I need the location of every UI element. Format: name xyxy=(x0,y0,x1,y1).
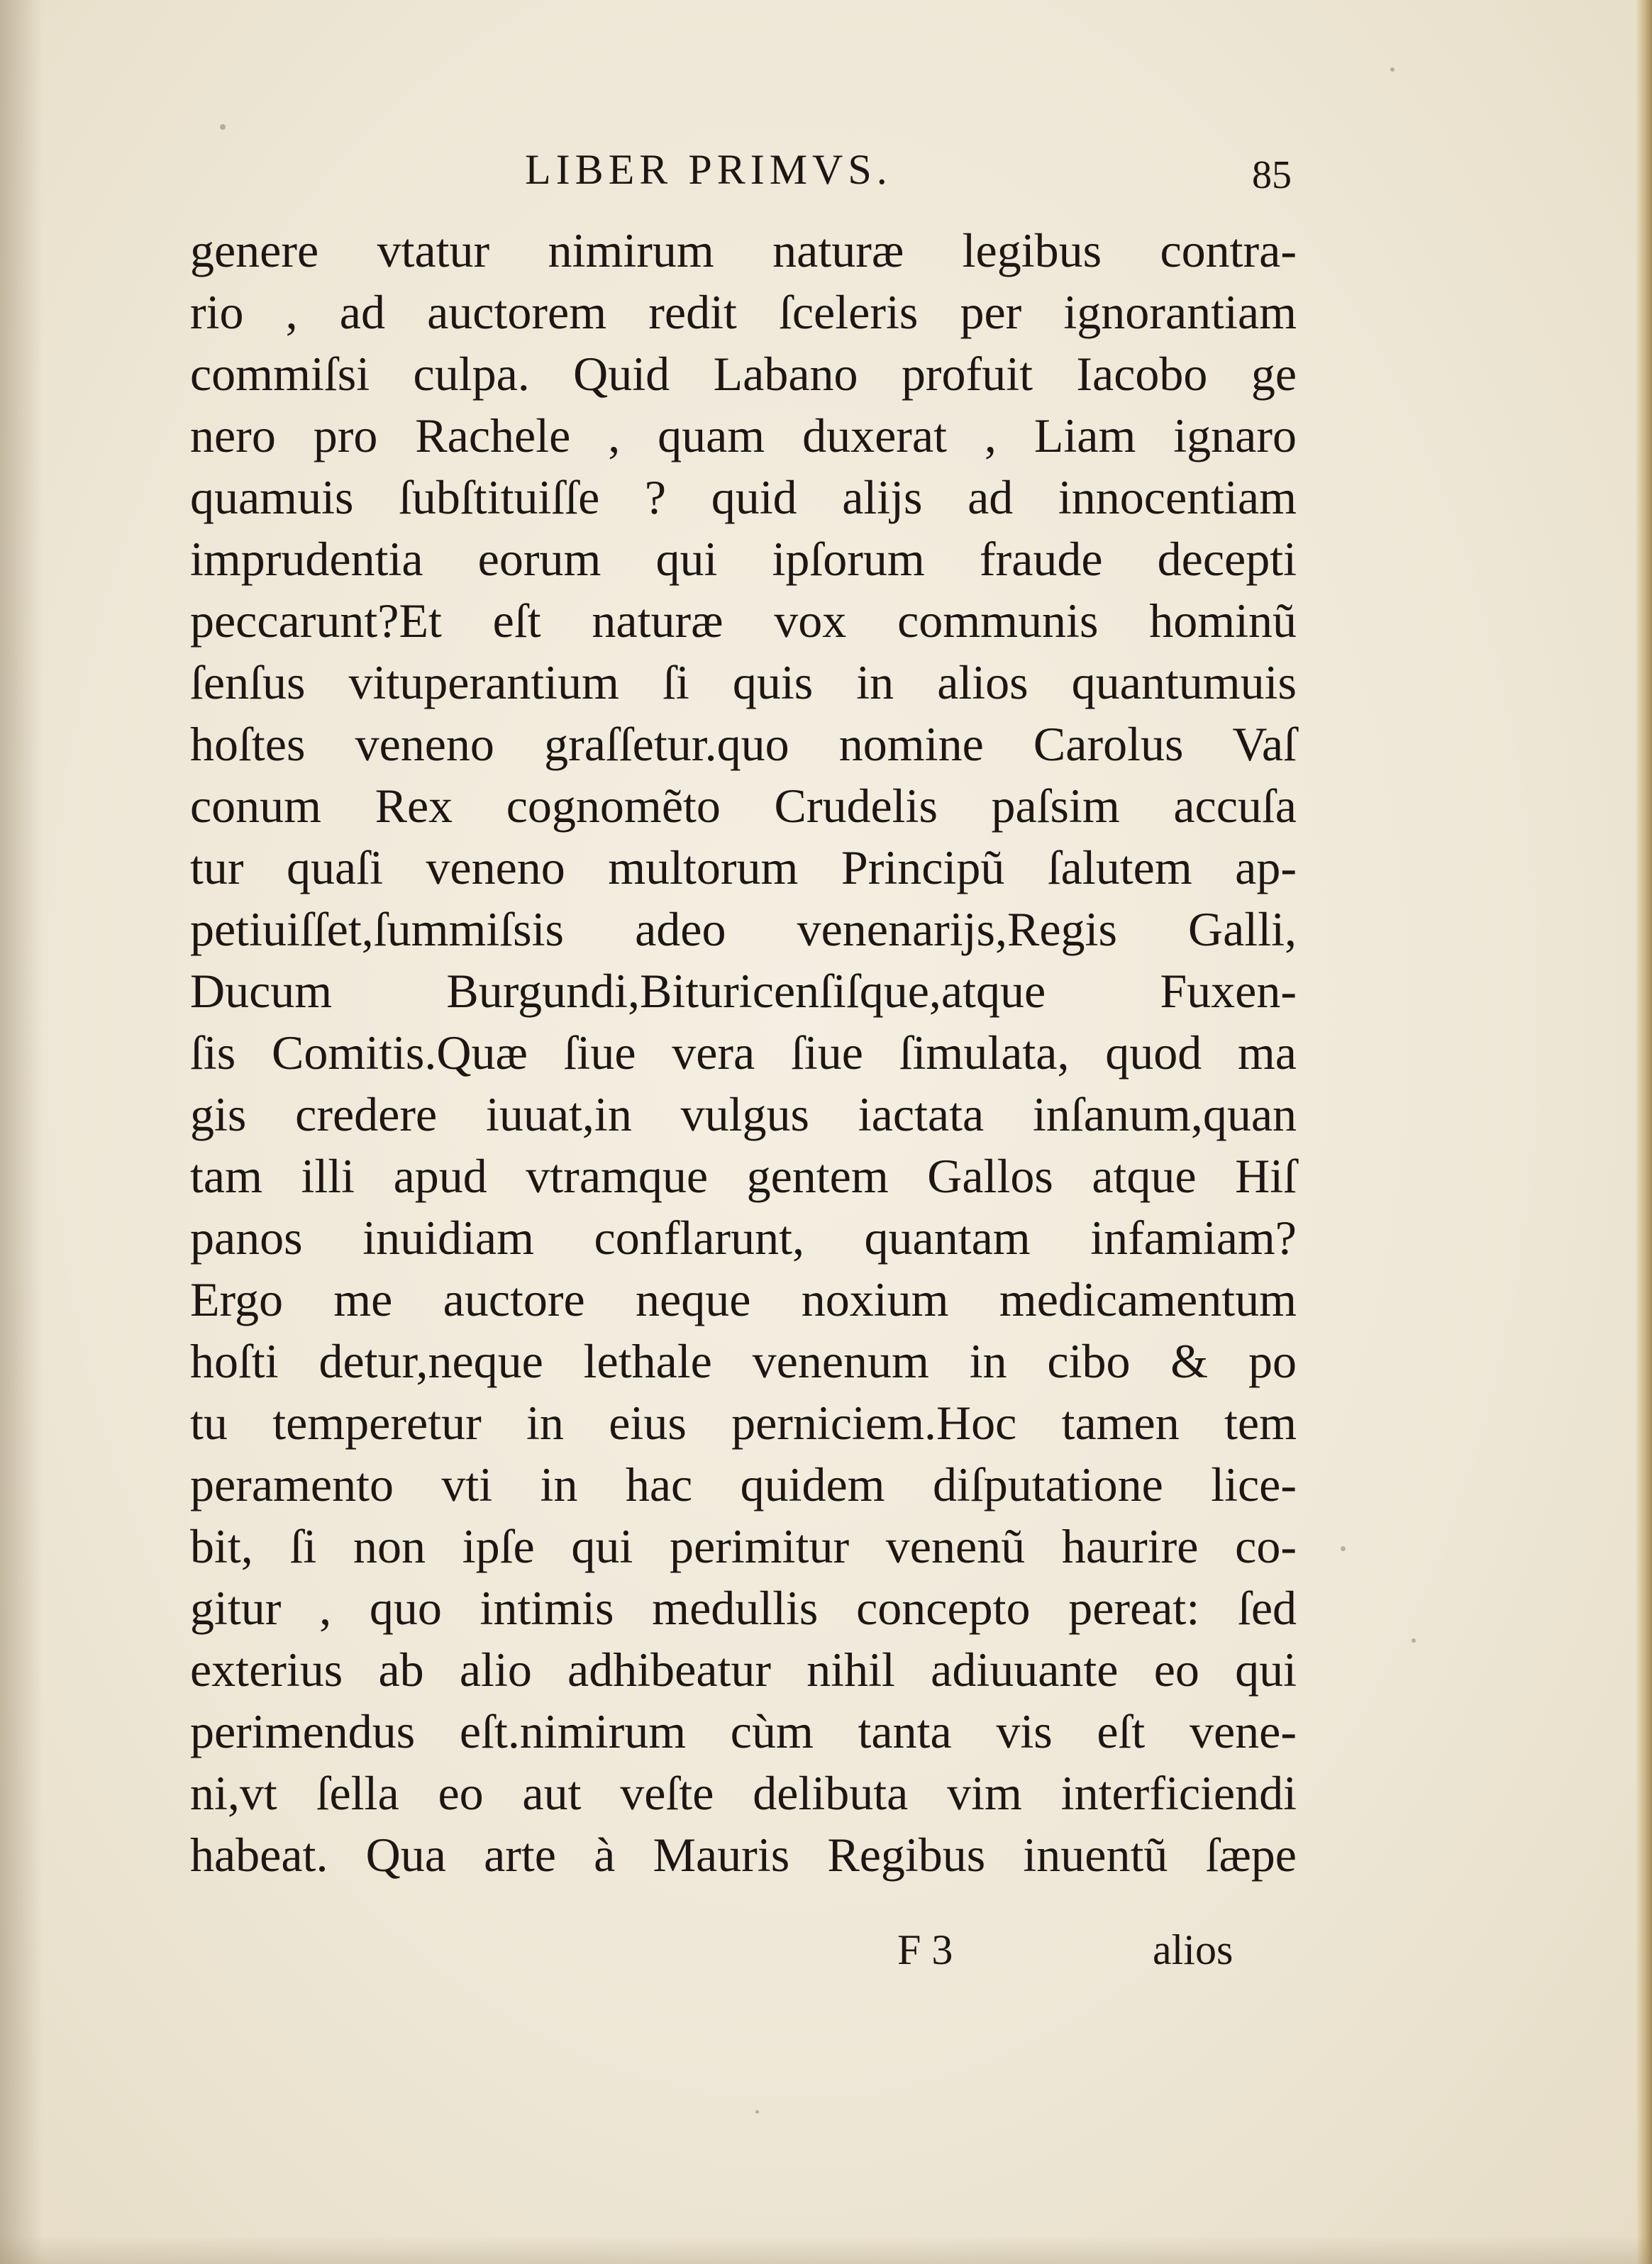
paper-speck xyxy=(1412,1638,1416,1643)
text-line: ni,vt ſella eo aut veſte delibuta vim interficiendi xyxy=(190,1766,1297,1820)
text-line: habeat. Qua arte à Mauris Regibus inuentũ ſæpe xyxy=(190,1828,1297,1882)
text-line: Ergo me auctore neque noxium medicamentum xyxy=(190,1272,1297,1326)
gutter-shadow xyxy=(0,0,43,2264)
bottom-shadow xyxy=(0,2236,1652,2264)
page-edge xyxy=(1636,0,1652,2264)
text-line: gis credere iuuat,in vulgus iactata inſanum,quan xyxy=(190,1087,1297,1141)
paper-speck xyxy=(1390,67,1395,72)
text-line: petiuiſſet,ſummiſsis adeo venenarijs,Regis Galli, xyxy=(190,902,1297,956)
text-line: hoſtes veneno graſſetur.quo nomine Carolus Vaſ xyxy=(190,717,1297,771)
catchword: alios xyxy=(1153,1926,1234,1973)
text-line: exterius ab alio adhibeatur nihil adiuuante eo qui xyxy=(190,1643,1297,1697)
text-line: ſenſus vituperantium ſi quis in alios quantumuis xyxy=(190,655,1297,709)
text-line: perimendus eſt.nimirum cùm tanta vis eſt vene- xyxy=(190,1704,1297,1758)
paper-speck xyxy=(755,2110,759,2114)
text-line: panos inuidiam conflarunt, quantam infamiam? xyxy=(190,1211,1297,1265)
text-line: genere vtatur nimirum naturæ legibus contra- xyxy=(190,223,1297,277)
text-line: quamuis ſubſtituiſſe ? quid alijs ad innocentiam xyxy=(190,470,1297,524)
text-line: commiſsi culpa. Quid Labano profuit Iacobo ge xyxy=(190,347,1297,401)
text-line: conum Rex cognomẽto Crudelis paſsim accuſa xyxy=(190,779,1297,833)
paper-speck xyxy=(220,124,226,130)
text-line: peccarunt?Et eſt naturæ vox communis hominũ xyxy=(190,594,1297,648)
text-line: bit, ſi non ipſe qui perimitur venenũ haurire co- xyxy=(190,1519,1297,1573)
text-line: tu temperetur in eius perniciem.Hoc tamen tem xyxy=(190,1396,1297,1450)
text-line: gitur , quo intimis medullis concepto pereat: ſed xyxy=(190,1581,1297,1635)
text-line: Ducum Burgundi,Bituricenſiſque,atque Fuxen- xyxy=(190,964,1297,1018)
text-line: tam illi apud vtramque gentem Gallos atque Hiſ xyxy=(190,1149,1297,1203)
text-line: imprudentia eorum qui ipſorum fraude decepti xyxy=(190,532,1297,586)
page-number: 85 xyxy=(1252,153,1292,197)
body-text xyxy=(190,220,1297,1886)
text-line: tur quaſi veneno multorum Principũ ſalutem ap- xyxy=(190,840,1297,894)
paper-speck xyxy=(1341,1546,1346,1551)
text-line: hoſti detur,neque lethale venenum in cibo & po xyxy=(190,1334,1297,1388)
text-line: nero pro Rachele , quam duxerat , Liam ignaro xyxy=(190,409,1297,462)
signature-mark: F 3 xyxy=(897,1926,953,1973)
text-line: peramento vti in hac quidem diſputatione lice- xyxy=(190,1458,1297,1511)
running-title: LIBER PRIMVS. xyxy=(525,146,892,193)
text-line: ſis Comitis.Quæ ſiue vera ſiue ſimulata, quod ma xyxy=(190,1026,1297,1080)
text-line: rio , ad auctorem redit ſceleris per ignorantiam xyxy=(190,285,1297,339)
